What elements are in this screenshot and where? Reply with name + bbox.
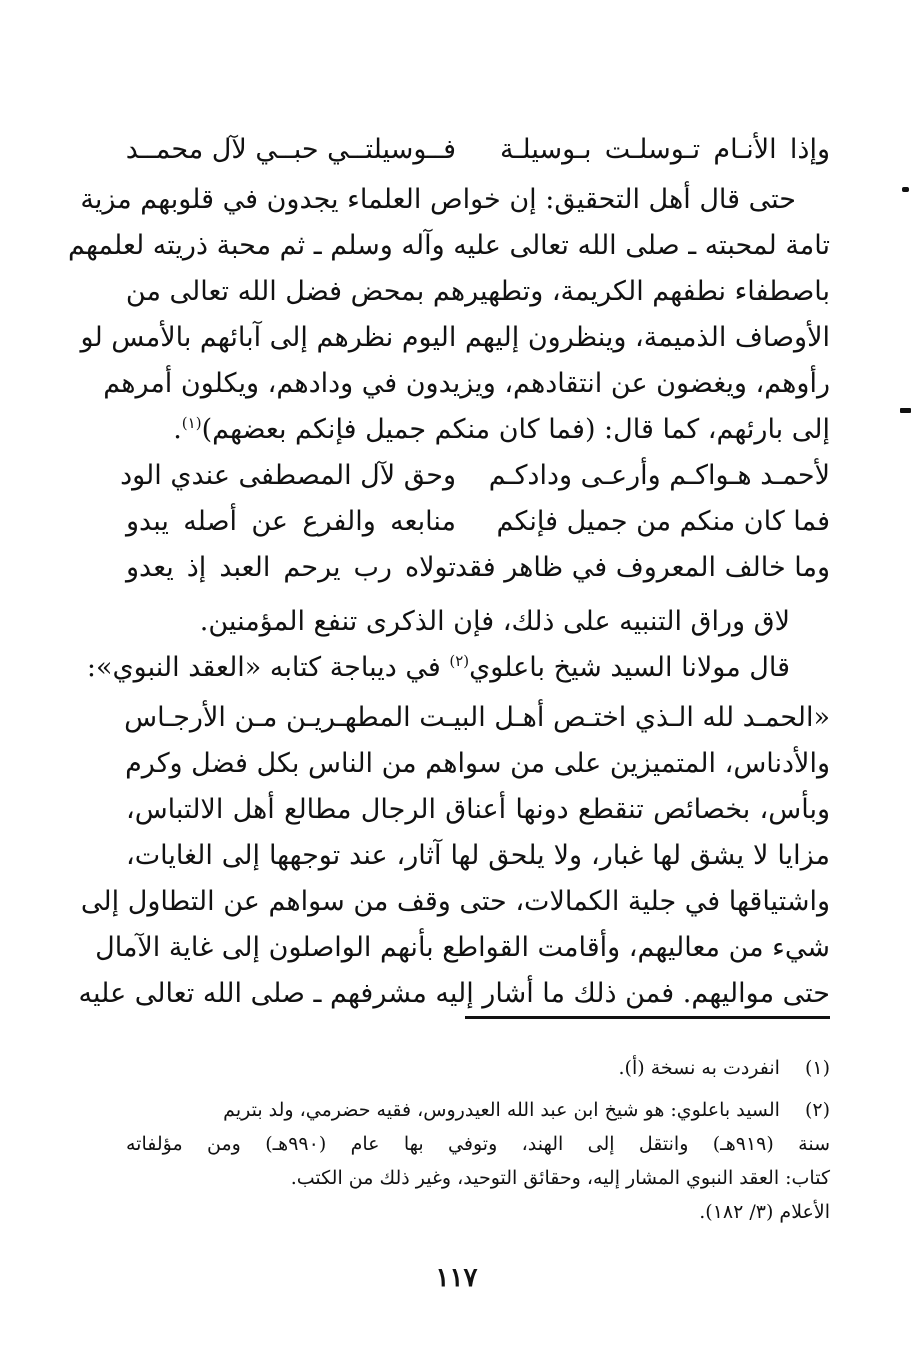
poem-line [126,498,830,546]
footnote-number: (١) [804,1057,830,1079]
quote-line: حتى مواليهم. فمن ذلك ما أشار إليه مشرفهم ـ صلى الله تعالى عليه [78,978,830,1009]
paragraph-line: الأوصاف الذميمة، وينظرون إليهم اليوم نظرهم إلى آبائهم بالأمس لو [80,322,830,353]
paragraph-line: رأوهم، ويغضون عن انتقادهم، ويزيدون في ودادهم، ويكلون أمرهم [103,368,830,399]
verse-hemistich-right: وإذا الأنـام تـوسلـت بـوسيلـة [500,134,830,165]
footnote-text: السيد باعلوي: هو شيخ ابن عبد الله العيدروس، فقيه حضرمي، ولد بتريم [223,1099,780,1121]
quote-line: مزايا لا يشق لها غبار، ولا يلحق لها آثار، عند توجهها إلى الغايات، [126,840,830,871]
quote-line: وبأس، بخصائص تنقطع دونها أعناق الرجال مطالع أهل الالتباس، [126,794,830,825]
footnote-reference: (٢) [449,652,470,670]
footnote [126,1052,830,1084]
footnote-number: (٢) [804,1099,830,1121]
footnote-reference: (١) [181,414,202,432]
quote-line: «الحمـد لله الـذي اختـص أهـل البيـت المطهـريـن مـن الأرجـاس [124,702,830,733]
poem-hemistich-right: فما كان منكم من جميل فإنكم [496,506,830,537]
quote-line: واشتياقها في جلية الكمالات، حتى وقف من سواهم عن التطاول إلى [80,886,830,917]
margin-mark [900,408,911,413]
verse-line [126,126,830,174]
page-number: ١١٧ [435,1263,478,1293]
footnote-text: انفردت به نسخة (أ). [618,1057,780,1079]
poem-hemistich-left: وحق لآل المصطفى عندي الود [120,460,456,491]
paragraph-line: تامة لمحبته ـ صلى الله تعالى عليه وآله وسلم ـ ثم محبة ذريته لعلمهم [67,230,830,261]
footnote-text: كتاب: العقد النبوي المشار إليه، وحقائق التوحيد، وغير ذلك من الكتب. [290,1167,830,1189]
poem-hemistich-right: لأحمـد هـواكـم وأرعـى ودادكـم [488,460,830,491]
paragraph-line: باصطفاء نطفهم الكريمة، وتطهيرهم بمحض فضل الله تعالى من [125,276,830,307]
paragraph-line: حتى قال أهل التحقيق: إن خواص العلماء يجدون في قلوبهم مزية [80,184,796,215]
verse-hemistich-left: فــوسيلتــي حبــي لآل محمــد [125,134,456,165]
footnote-text: سنة (٩١٩هـ) وانتقل إلى الهند، وتوفي بها عام (٩٩٠هـ) ومن مؤلفاته [126,1133,830,1155]
footnote-text: الأعلام (٣/ ١٨٢). [699,1201,830,1223]
footnote [126,1094,830,1126]
margin-mark [902,187,909,192]
poem-hemistich-left: منابعه والفرع عن أصله يبدو [126,506,456,537]
poem-line [126,544,830,592]
footnote-separator [465,1016,830,1019]
quote-line: شيء من معاليهم، وأقامت القواطع بأنهم الواصلون إلى غاية الآمال [95,932,830,963]
poem-hemistich-left: تولاه رب يرحم العبد إذ يعدو [126,552,456,583]
paragraph-line: لاق وراق التنبيه على ذلك، فإن الذكرى تنفع المؤمنين. [199,606,790,637]
paragraph-line: إلى بارئهم، كما قال: (فما كان منكم جميل فإنكم بعضهم)$^{(١)}$. [173,414,830,445]
poem-hemistich-right: وما خالف المعروف في ظاهر فقد [454,552,830,583]
intro-line: قال مولانا السيد شيخ باعلوي$^{(٢)}$ في ديباجة كتابه «العقد النبوي»: [86,652,790,683]
poem-line [120,452,830,500]
quote-line: والأدناس، المتميزين على من سواهم من الناس بكل فضل وكرم [125,748,830,779]
